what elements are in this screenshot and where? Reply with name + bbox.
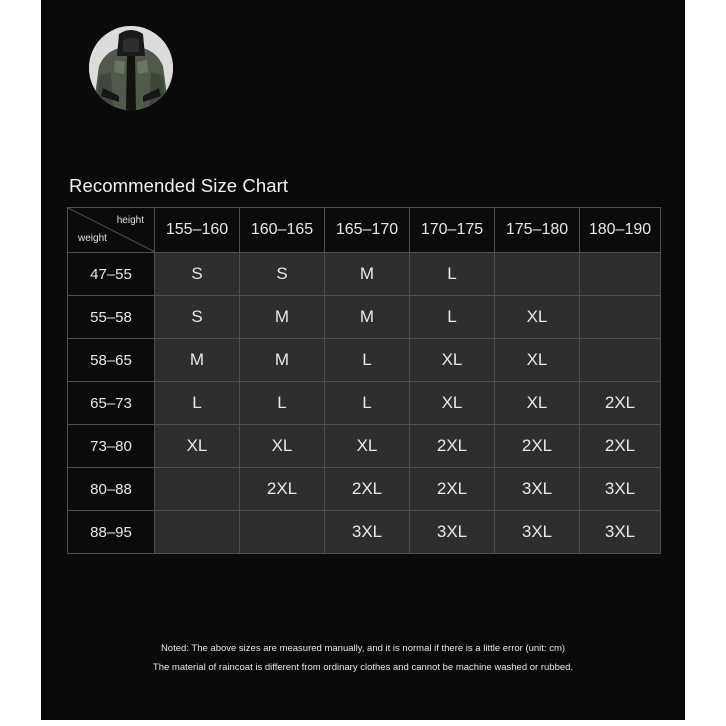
- size-cell: 2XL: [495, 425, 580, 468]
- size-cell: 2XL: [325, 468, 410, 511]
- size-cell: 3XL: [325, 511, 410, 554]
- raincoat-product-photo: [89, 26, 173, 110]
- raincoat-image: [89, 26, 173, 110]
- height-header-cell: 160–165: [240, 208, 325, 253]
- corner-cell: [68, 208, 155, 253]
- height-header-cell: 180–190: [580, 208, 661, 253]
- weight-axis-label: weight: [78, 233, 107, 244]
- size-cell: L: [410, 296, 495, 339]
- chart-title: Recommended Size Chart: [69, 175, 289, 196]
- table-row: [68, 468, 661, 511]
- size-cell: S: [240, 253, 325, 296]
- size-cell: 3XL: [495, 511, 580, 554]
- table-row: [68, 296, 661, 339]
- size-cell: M: [240, 339, 325, 382]
- weight-header-cell: 58–65: [68, 339, 155, 382]
- care-note: The material of raincoat is different from ordinary clothes and cannot be machine washed or rubbed.: [152, 662, 574, 673]
- size-cell: 3XL: [495, 468, 580, 511]
- size-cell: 2XL: [410, 425, 495, 468]
- size-cell: XL: [410, 339, 495, 382]
- weight-header-cell: 88–95: [68, 511, 155, 554]
- size-cell: M: [240, 296, 325, 339]
- size-cell: [155, 511, 240, 554]
- size-cell: XL: [495, 339, 580, 382]
- size-cell: L: [410, 253, 495, 296]
- size-cell: S: [155, 296, 240, 339]
- size-cell: [580, 296, 661, 339]
- size-cell: XL: [495, 382, 580, 425]
- weight-header-cell: 47–55: [68, 253, 155, 296]
- table-row: [68, 511, 661, 554]
- size-cell: M: [155, 339, 240, 382]
- measurement-note: Noted: The above sizes are measured manually, and it is normal if there is a little error (unit: cm): [160, 643, 566, 654]
- size-cell: [495, 253, 580, 296]
- size-cell: L: [240, 382, 325, 425]
- size-cell: M: [325, 296, 410, 339]
- size-cell: XL: [155, 425, 240, 468]
- size-cell: 2XL: [240, 468, 325, 511]
- height-axis-label: height: [116, 215, 144, 226]
- size-cell: 3XL: [410, 511, 495, 554]
- weight-header-cell: 80–88: [68, 468, 155, 511]
- height-header-cell: 170–175: [410, 208, 495, 253]
- size-cell: XL: [495, 296, 580, 339]
- size-cell: [580, 253, 661, 296]
- size-cell: M: [325, 253, 410, 296]
- size-cell: XL: [240, 425, 325, 468]
- size-chart-table: [67, 207, 661, 554]
- table-row: [68, 339, 661, 382]
- weight-header-cell: 55–58: [68, 296, 155, 339]
- size-cell: XL: [410, 382, 495, 425]
- size-cell: 2XL: [410, 468, 495, 511]
- size-cell: 3XL: [580, 468, 661, 511]
- weight-header-cell: 65–73: [68, 382, 155, 425]
- size-cell: [580, 339, 661, 382]
- size-cell: 3XL: [580, 511, 661, 554]
- size-cell: XL: [325, 425, 410, 468]
- height-header-cell: 165–170: [325, 208, 410, 253]
- size-cell: [240, 511, 325, 554]
- table-row: [68, 382, 661, 425]
- weight-header-cell: 73–80: [68, 425, 155, 468]
- size-cell: S: [155, 253, 240, 296]
- height-header-cell: 175–180: [495, 208, 580, 253]
- size-cell: L: [325, 339, 410, 382]
- table-row: [68, 253, 661, 296]
- header-row: [68, 208, 661, 253]
- table-row: [68, 425, 661, 468]
- size-cell: 2XL: [580, 425, 661, 468]
- size-cell: [155, 468, 240, 511]
- size-cell: L: [325, 382, 410, 425]
- height-header-cell: 155–160: [155, 208, 240, 253]
- size-cell: L: [155, 382, 240, 425]
- size-cell: 2XL: [580, 382, 661, 425]
- size-chart-panel: [41, 0, 685, 720]
